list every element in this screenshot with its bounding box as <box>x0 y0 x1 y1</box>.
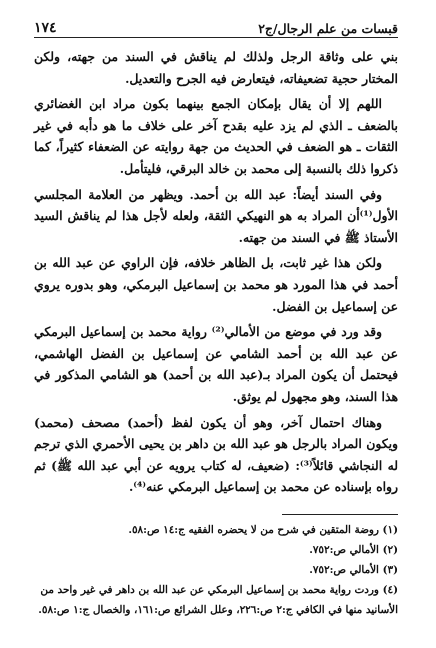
paragraph: وقد ورد في موضع من الأمالي⁽²⁾ رواية محمد بن إسماعيل البرمكي عن عبد الله بن أحمد الشامي عن إسماعيل بن الفضل الهاشمي، فيحتمل أن يكون المراد بـ(عبد الله بن أحمد) هو الشامي المذكور في هذا السند، وهو مجهول لم يوثق. <box>34 324 398 404</box>
paragraph: وهناك احتمال آخر، وهو أن يكون لفظ (أحمد) مصحف (محمد) ويكون المراد بالرجل هو عبد الله بن داهر بن يحيى الأحمري الذي ترجم له النجاشي قائلاً⁽³⁾: (ضعيف، له كتاب يرويه عن أبي عبد الله ﷺ) ثم رواه بإسناده عن محمد بن إسماعيل البرمكي عنه⁽⁴⁾. <box>34 414 398 495</box>
page-header <box>34 16 398 36</box>
footnote: (٣) الأمالي ص:٧٥٢. <box>309 564 398 576</box>
footnote: (١) روضة المتقين في شرح من لا يحضره الفقيه ج:١٤ ص:٥٨. <box>128 524 398 536</box>
page-number: ١٧٤ <box>34 20 57 36</box>
footnote: (٤) وردت رواية محمد بن إسماعيل البرمكي عن عبد الله بن داهر في غير واحد من الأسانيد منها في الكافي ج:٢ ص:٢٢٦، وعلل الشرائع ص:١٦١، والخصال ج:١ ص:٥٨. <box>38 584 398 616</box>
running-title: قبسات من علم الرجال/ج٢ <box>258 21 398 36</box>
paragraph: اللهم إلا أن يقال بإمكان الجمع بينهما بكون مراد ابن الغضائري بالضعف ـ الذي لم يزد عليه بقدح آخر على خلاف ما هو دأبه في غير الثقات ـ هو الضعف في الحديث من جهة روايته عن الضعفاء كثيراً، كما ذكروا ذلك بالنسبة إلى محمد بن خالد البرقي، فليتأمل. <box>34 96 398 176</box>
footnote: (٢) الأمالي ص:٧٥٢. <box>309 544 398 556</box>
footnote-divider <box>282 514 398 515</box>
main-text <box>34 46 398 502</box>
paragraph: ولكن هذا غير ثابت، بل الظاهر خلافه، فإن الراوي عن عبد الله بن أحمد في هذا المورد هو محمد بن إسماعيل البرمكي، وهو بدوره يروي عن إسماعيل بن الفضل. <box>34 255 398 314</box>
footnotes <box>34 520 398 620</box>
paragraph: وفي السند أيضاً: عبد الله بن أحمد. ويظهر من العلامة المجلسي الأول⁽¹⁾أن المراد به هو النهيكي الثقة، ولعله لأجل هذا لم يناقش السيد الأستاذ ﷺ في السند من جهته. <box>34 186 398 245</box>
header-divider <box>34 37 398 38</box>
paragraph: بني على وثاقة الرجل ولذلك لم يناقش في السند من جهته، ولكن المختار حجية تضعيفاته، فيتعارض فيه الجرح والتعديل. <box>34 49 398 86</box>
